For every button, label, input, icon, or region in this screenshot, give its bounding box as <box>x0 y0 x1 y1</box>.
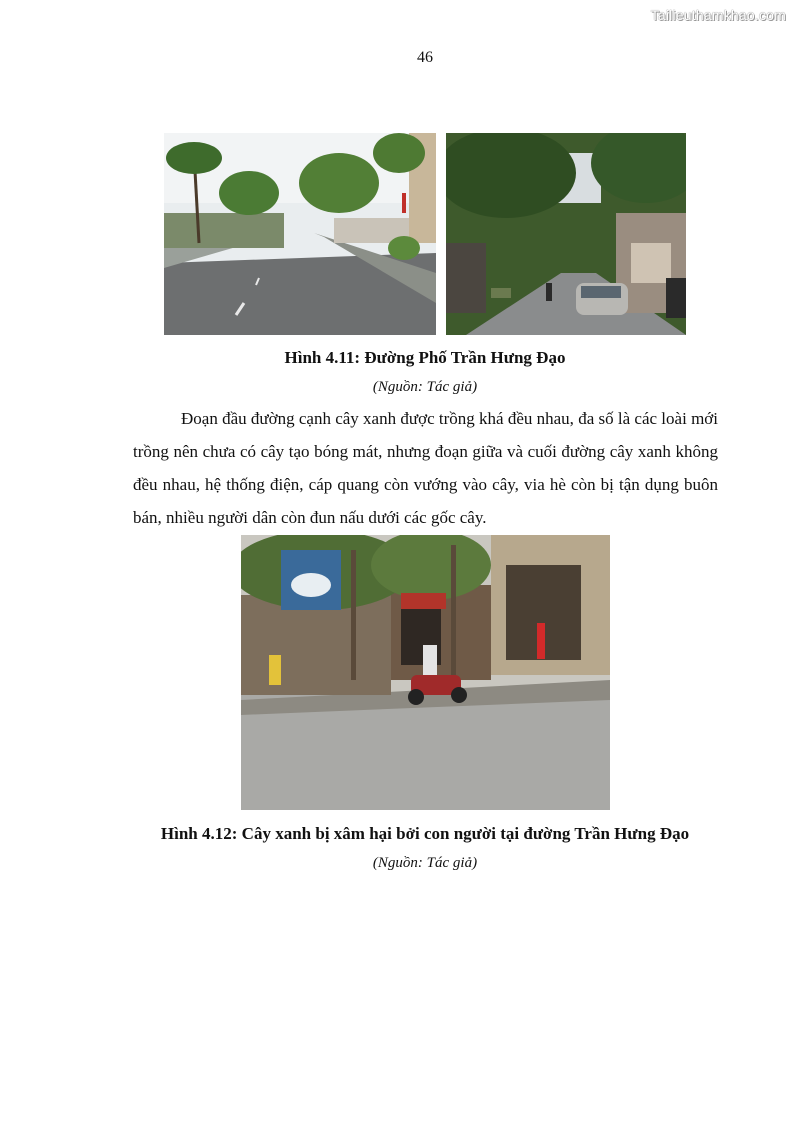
body-paragraph: Đoạn đầu đường cạnh cây xanh được trồng khá đều nhau, đa số là các loài mới trồng nên chưa có cây tạo bóng mát, nhưng đoạn giữa và cuối đường cây xanh không đều nhau, hệ thống điện, cáp quang còn vướng vào cây, via hè còn bị tận dụng buôn bán, nhiều người dân còn đun nấu dưới các gốc cây. <box>133 409 718 527</box>
figure-4-11-source: (Nguồn: Tác giả) <box>372 379 478 395</box>
street-photo-bottom <box>241 535 610 810</box>
figure-4-11-caption: Hình 4.11: Đường Phố Trần Hưng Đạo <box>284 348 566 367</box>
figure-4-12-source: (Nguồn: Tác giả) <box>372 855 478 871</box>
page-number: 46 <box>417 49 433 66</box>
figure-4-12-caption: Hình 4.12: Cây xanh bị xâm hại bởi con người tại đường Trần Hưng Đạo <box>160 824 690 843</box>
street-photo-right <box>446 133 686 335</box>
street-photo-left <box>164 133 436 335</box>
watermark: Tailieuthamkhao.com <box>650 7 786 23</box>
